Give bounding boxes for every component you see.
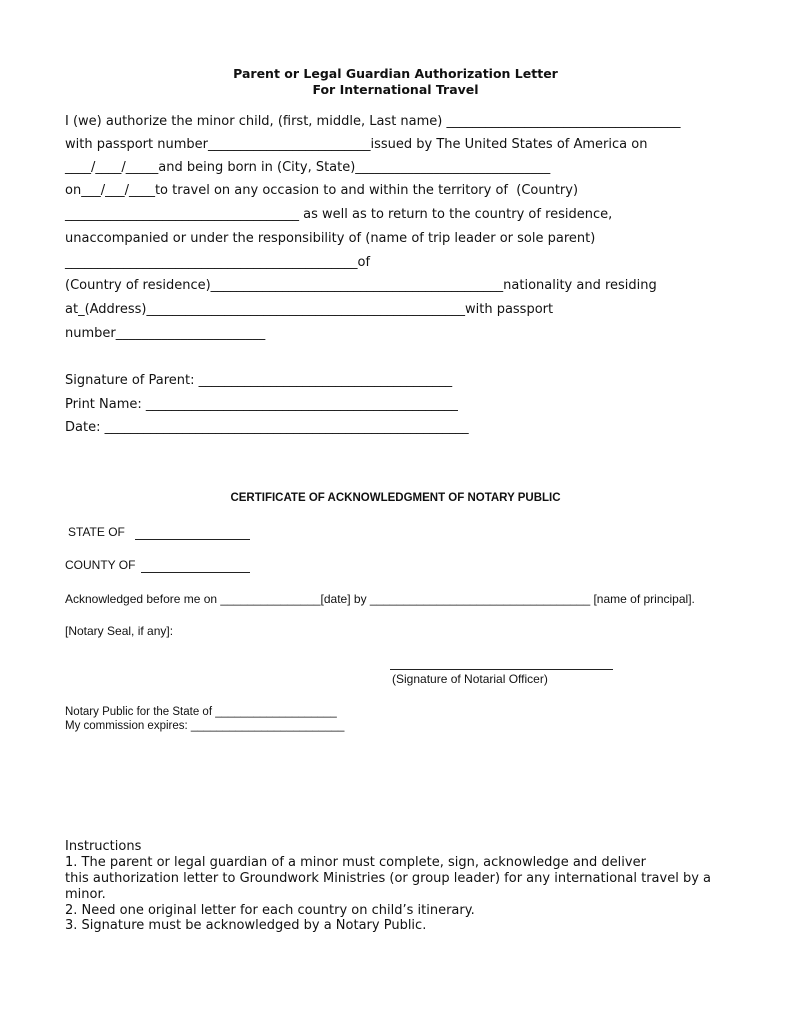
county-underline [141, 572, 250, 573]
authorization-line-8: (Country of residence)_____________________________________________nationality and residing [65, 278, 657, 293]
instructions-heading: Instructions [65, 839, 142, 854]
authorization-line-2: with passport number_________________________issued by The United States of America on [65, 137, 648, 152]
notarial-signature-line [390, 669, 613, 670]
certificate-title: CERTIFICATE OF ACKNOWLEDGMENT OF NOTARY PUBLIC [230, 492, 561, 504]
document-title: Parent or Legal Guardian Authorization Letter [233, 66, 558, 81]
notarial-officer-signature-label: (Signature of Notarial Officer) [392, 672, 548, 686]
state-underline [135, 539, 250, 540]
authorization-line-6: unaccompanied or under the responsibility of (name of trip leader or sole parent) [65, 231, 596, 246]
county-label: COUNTY OF [65, 558, 136, 572]
instruction-1-line-2: this authorization letter to Groundwork Ministries (or group leader) for any international travel by a [65, 871, 711, 886]
instruction-2: 2. Need one original letter for each country on child’s itinerary. [65, 903, 475, 918]
state-label: STATE OF [68, 525, 125, 539]
instruction-3: 3. Signature must be acknowledged by a Notary Public. [65, 918, 427, 933]
signature-of-parent-field: Signature of Parent: _______________________________________ [65, 373, 453, 388]
authorization-line-3: ____/____/_____and being born in (City, State)______________________________ [65, 160, 551, 175]
authorization-line-7: _____________________________________________of [65, 255, 371, 270]
document-subtitle: For International Travel [312, 82, 479, 97]
acknowledged-line: Acknowledged before me on _______________[date] by _________________________________ [name of principal]. [65, 592, 695, 606]
commission-expires-line: My commission expires: ________________________ [65, 720, 345, 732]
instruction-1-line-1: 1. The parent or legal guardian of a minor must complete, sign, acknowledge and deliver [65, 855, 646, 870]
date-field: Date: ________________________________________________________ [65, 420, 469, 435]
authorization-line-4: on___/___/____to travel on any occasion to and within the territory of (Country) [65, 183, 579, 198]
authorization-line-10: number_______________________ [65, 326, 266, 341]
authorization-line-5: ____________________________________ as well as to return to the country of residence, [65, 207, 613, 222]
authorization-line-1: I (we) authorize the minor child, (first, middle, Last name) ____________________________________ [65, 114, 681, 129]
notary-seal-label: [Notary Seal, if any]: [65, 624, 174, 638]
print-name-field: Print Name: ________________________________________________ [65, 397, 458, 412]
authorization-line-9: at_(Address)_________________________________________________with passport [65, 302, 554, 317]
notary-state-line: Notary Public for the State of ___________________ [65, 706, 337, 718]
instruction-1-line-3: minor. [65, 887, 106, 902]
